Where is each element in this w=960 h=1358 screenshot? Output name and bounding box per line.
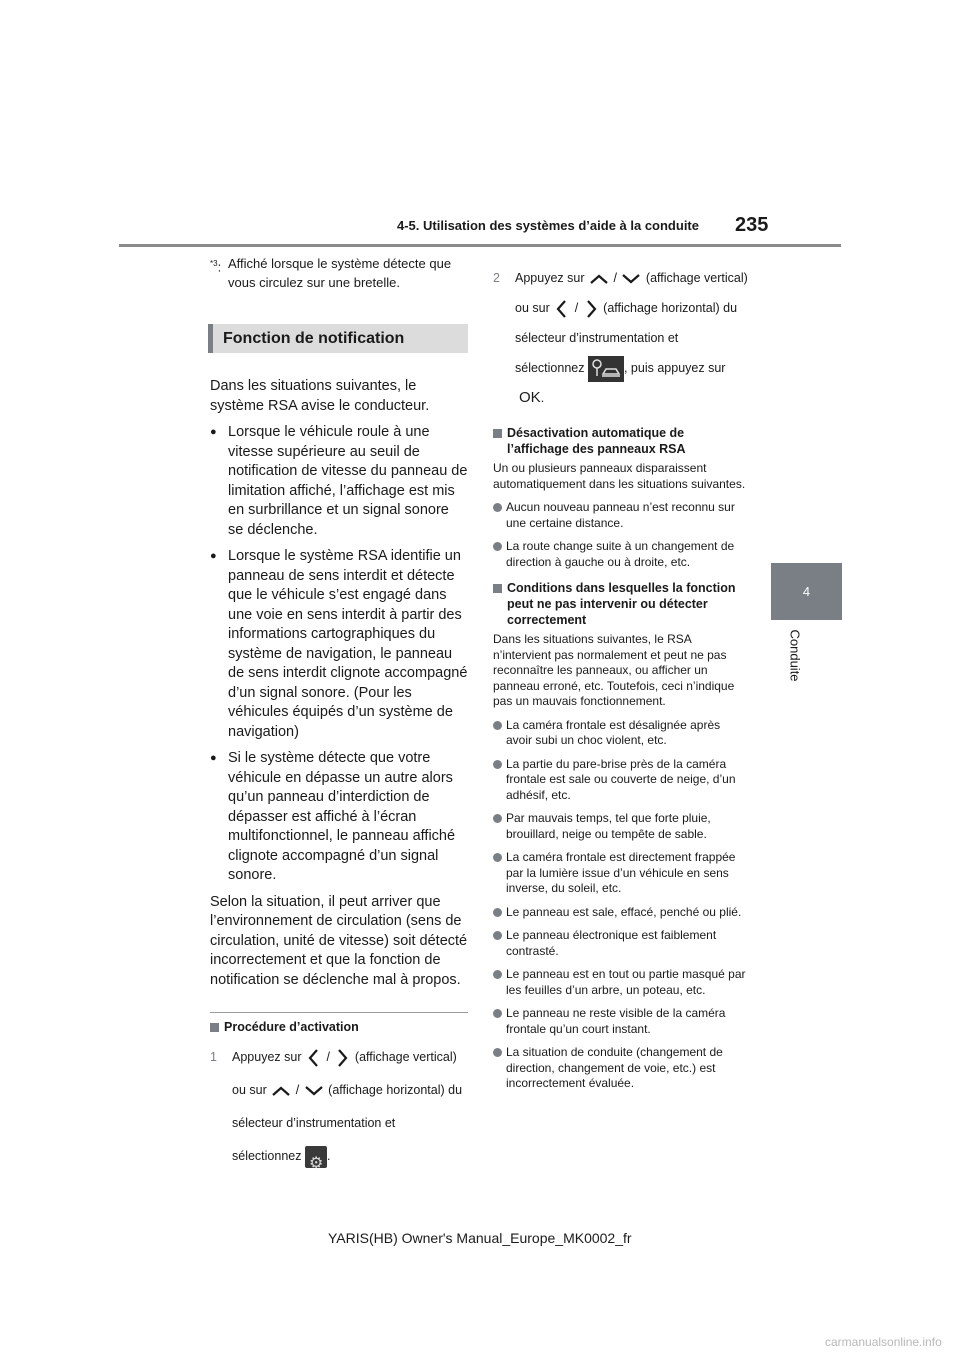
chevron-down-icon: [303, 1084, 325, 1098]
conditions-list: [493, 718, 748, 1092]
notification-list: [210, 423, 468, 886]
header-rule: [119, 244, 841, 247]
watermark: carmanualsonline.info: [825, 1335, 942, 1349]
step-1: [210, 1041, 468, 1173]
slash: /: [326, 1050, 330, 1064]
step-text: Appuyez sur: [515, 271, 585, 285]
list-item: La route change suite à un changement de direction à gauche ou à droite, etc.: [493, 539, 748, 570]
step-text: (affichage horizontal) du sélecteur d’instrumentation et sélectionnez: [515, 301, 738, 375]
section-title: Fonction de notification: [208, 324, 468, 353]
auto-off-heading: Désactivation automatique de l’affichage des panneaux RSA: [493, 425, 748, 457]
list-item: Par mauvais temps, tel que forte pluie, brouillard, neige ou tempête de sable.: [493, 811, 748, 842]
activation-heading: Procédure d’activation: [210, 1019, 468, 1035]
ok-label: OK: [519, 389, 541, 406]
chevron-right-icon: [582, 298, 600, 320]
slash: /: [574, 301, 579, 315]
chapter-label: Conduite: [787, 629, 803, 682]
step-number: 1: [210, 1050, 217, 1064]
rsa-car-icon: [588, 356, 624, 382]
chevron-up-icon: [270, 1084, 292, 1098]
slash: /: [295, 1083, 300, 1097]
period: .: [540, 391, 545, 405]
list-item: La caméra frontale est directement frappée par la lumière issue d’un véhicule en sens inverse, du soleil, etc.: [493, 850, 748, 897]
footnote-mark: $^{*3}$:: [210, 259, 222, 275]
step-2: [493, 263, 748, 413]
conditions-heading: Conditions dans lesquelles la fonction peut ne pas intervenir ou détecter correctement: [493, 580, 748, 628]
auto-off-text: Un ou plusieurs panneaux disparaissent automatiquement dans les situations suivantes.: [493, 461, 746, 491]
right-column: [493, 263, 748, 1092]
left-column: [210, 254, 468, 1173]
list-item: ● Lorsque le système RSA identifie un panneau de sens interdit et détecte que le véhicule s’est engagé dans une voie en sens interdit à partir des informations cartographiques du système de navigation, le panneau de sens interdit clignote accompagné d’un signal sonore. (Pour les véhicules équipés d’un système de navigation): [210, 547, 468, 742]
list-item: Aucun nouveau panneau n’est reconnu sur une certaine distance.: [493, 500, 748, 531]
chevron-down-icon: [620, 272, 642, 286]
list-item: Le panneau est en tout ou partie masqué par les feuilles d’un arbre, un poteau, etc.: [493, 967, 748, 998]
footer-text: YARIS(HB) Owner's Manual_Europe_MK0002_fr: [328, 1230, 632, 1246]
step-number: 2: [493, 271, 500, 285]
list-item: Le panneau est sale, effacé, penché ou plié.: [493, 905, 748, 921]
list-item: Le panneau ne reste visible de la caméra frontale qu’un court instant.: [493, 1006, 748, 1037]
period: .: [326, 1149, 331, 1163]
auto-off-list: [493, 500, 748, 570]
divider: [210, 1012, 468, 1013]
list-item: La partie du pare-brise près de la caméra frontale est sale ou couverte de neige, d’un adhésif, etc.: [493, 757, 748, 804]
footnote: [210, 254, 468, 292]
chevron-up-icon: [588, 272, 610, 286]
gear-icon: ⚙: [305, 1146, 327, 1168]
chapter-tab: 4: [771, 563, 842, 620]
step-text: (affichage vertical) ou sur: [232, 1050, 457, 1097]
list-item: Le panneau électronique est faiblement contrasté.: [493, 928, 748, 959]
step-text: (affichage horizontal) du sélecteur d’instrumentation et sélectionnez: [232, 1083, 463, 1163]
list-item: ● Si le système détecte que votre véhicule en dépasse un autre alors qu’un panneau d’interdiction de dépasser est affiché à l’écran multifonctionnel, le panneau affiché clignote accompagné d’un signal sonore.: [210, 749, 468, 886]
after-text: Selon la situation, il peut arriver que l’environnement de circulation (sens de circulation, unité de vitesse) soit détecté incorrectement et que la fonction de notification se déclenche mal à propos.: [210, 893, 468, 988]
chevron-right-icon: [333, 1047, 351, 1069]
footnote-text: Affiché lorsque le système détecte que vous circulez sur une bretelle.: [228, 256, 452, 290]
header-section-title: 4-5. Utilisation des systèmes d’aide à la conduite: [397, 218, 699, 233]
step-text: , puis appuyez sur: [623, 361, 726, 375]
slash: /: [613, 271, 617, 285]
step-text: (affichage vertical) ou sur: [515, 271, 748, 315]
step-text: Appuyez sur: [232, 1050, 302, 1064]
list-item: La situation de conduite (changement de direction, changement de voie, etc.) est incorrectement évaluée.: [493, 1045, 748, 1092]
list-item: La caméra frontale est désalignée après avoir subi un choc violent, etc.: [493, 718, 748, 749]
intro-text: Dans les situations suivantes, le système RSA avise le conducteur.: [210, 378, 430, 414]
chapter-label-wrap: [785, 629, 805, 692]
conditions-text: Dans les situations suivantes, le RSA n’intervient pas normalement et peut ne pas reconnaître les panneaux, ou afficher un panneau erroné, etc. Toutefois, ceci n’indique pas un mauvais fonctionnement.: [493, 632, 735, 708]
chevron-left-icon: [305, 1047, 323, 1069]
chevron-left-icon: [553, 298, 571, 320]
page-number: 235: [735, 214, 769, 236]
list-item: ● Lorsque le véhicule roule à une vitesse supérieure au seuil de notification de vitesse du panneau de limitation affiché, l’affichage est mis en surbrillance et un signal sonore se déclenche.: [210, 423, 468, 540]
